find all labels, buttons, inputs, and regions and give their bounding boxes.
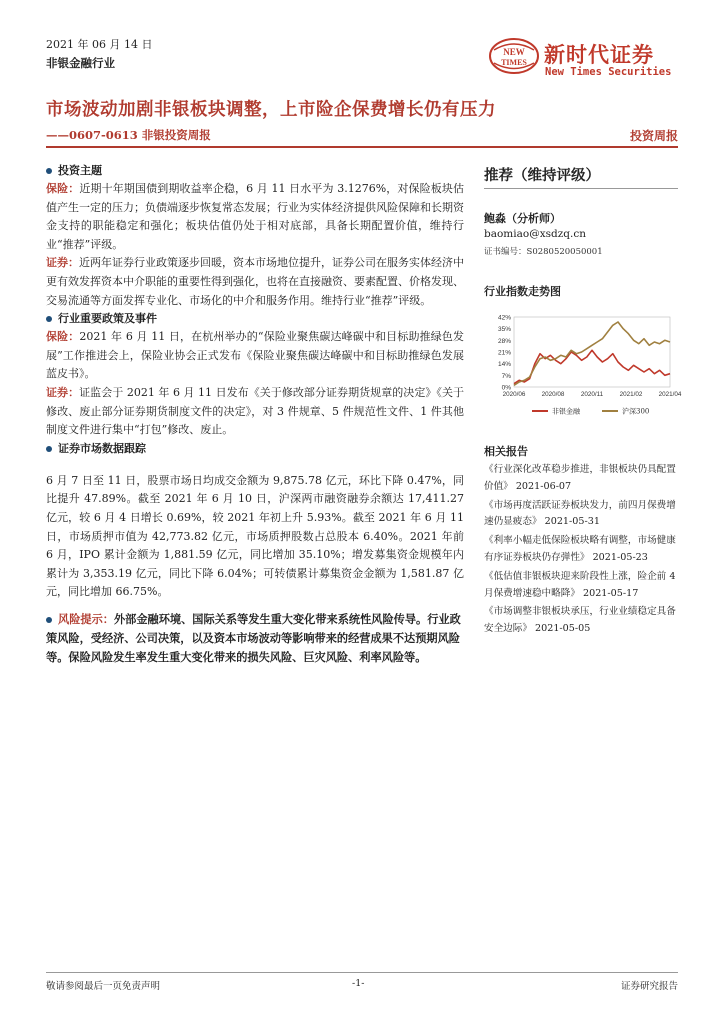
paragraph [46,472,464,602]
related-report-item[interactable]: 《市场再度活跃证券板块发力，前四月保费增速仍显疲态》 2021-05-31 [484,499,676,528]
x-tick-label: 2021/04 [658,391,682,398]
related-report-item[interactable]: 《市场调整非银板块承压，行业业绩稳定具备安全边际》 2021-05-05 [484,606,676,635]
paragraph-text: 近两年证券行业政策逐步回暖，资本市场地位提升，证券公司在服务实体经济中更有效发挥资本中介职能的重要性得到强化，也将在直接融资、要素配置、价格发现、交易流通等方面发挥专业化、市场化的中介和服务作用。维持行业“推荐”评级。 [46,256,464,307]
related-report-item[interactable]: 《行业深化改革稳步推进，非银板块仍具配置价值》 2021-06-07 [484,464,676,492]
disclaimer-note: 敬请参阅最后一页免责声明 [46,981,161,992]
bullet-icon [46,446,52,452]
y-tick-label: 42% [497,314,511,322]
logo-mark-text-1: NEW [503,47,525,57]
paragraph-text: 6 月 7 日至 11 日，股票市场日均成交金额为 9,875.78 亿元，环比下降 0.47%，同比提升 47.89%。截至 2021 年 6 月 10 日，沪深两市融资融券余额达 17,411.27 亿元，较 6 月 4 日增长 0.69%，较 2021 年初上升 5.93%。截至 2021 年 6 月 11 日，市场质押市值为 42,773.82 亿元，市场质押股数占总股本 6.40%。2021 年前 6 月，IPO 累计金额为 1,881.59 亿元，同比增加 35.10%；增发募集资金规模年内累计为 3,353.19 亿元，同比下降 6.04%；可转债累计募集资金金额为 1,581.87 亿元，同比增加 66.75%。 [46,473,464,599]
header-divider [46,146,678,148]
paragraph-label: 保险： [46,182,80,195]
index-trend-chart [484,305,682,421]
risk-warning [46,610,464,667]
paragraph [46,180,464,254]
paragraph [46,384,464,440]
paragraph-text: 近期十年期国债到期收益率企稳，6 月 11 日水平为 3.1276%，对保险板块估值产生一定的压力；负债端逐步恢复常态发展；行业为实体经济提供风险保障和长期资金支持的职能稳定和强化；板块估值仍处于相对底部，具备长期配置价值，维持行业“推荐”评级。 [46,182,465,251]
main-content [46,162,464,667]
related-reports-title: 相关报告 [484,445,528,458]
analyst-name: 鲍淼（分析师） [484,212,561,225]
page-title: 市场波动加剧非银板块调整，上市险企保费增长仍有压力 [46,100,496,120]
risk-label: 风险提示： [58,611,114,626]
paragraph-label: 证券： [46,385,80,399]
report-type-label: 投资周报 [629,129,678,143]
paragraph [46,328,464,384]
section-heading-text: 投资主题 [58,164,102,177]
bullet-icon [46,316,52,322]
industry-label: 非银金融行业 [46,56,115,70]
footer-divider [46,972,678,973]
series-line-沪深300 [514,322,670,385]
x-tick-label: 2020/06 [502,391,526,398]
related-report-item[interactable]: 《利率小幅走低保险板块略有调整，市场健康有序证券板块仍存弹性》 2021-05-23 [484,535,676,563]
legend-label: 沪深300 [622,407,650,416]
y-tick-label: 7% [501,372,511,380]
paragraph-label: 证券： [46,256,79,270]
report-date: 2021 年 06 月 14 日 [46,38,153,51]
section-heading [46,440,464,458]
paragraph-text: 证监会于 2021 年 6 月 11 日发布《关于修改部分证券期货规章的决定》《关于修改、废止部分证券期货制度文件的决定》，对 3 件规章、5 件规范性文件、1 件其他制度文件进行集中“打包”修改、废止。 [46,385,464,437]
bullet-icon [46,617,52,623]
logo-english-name: New Times Securities [545,66,672,78]
section-heading-text: 行业重要政策及事件 [58,312,157,326]
x-tick-label: 2020/08 [541,391,565,398]
section-heading-text: 证券市场数据跟踪 [58,441,146,455]
y-tick-label: 0% [501,384,511,392]
analyst-certificate: 证书编号：S0280520050001 [484,247,603,257]
chart-title: 行业指数走势图 [484,285,561,298]
related-reports-list [484,462,678,640]
page-number: -1- [352,978,365,989]
section-heading [46,162,464,180]
paragraph-text: 2021 年 6 月 11 日，在杭州举办的“保险业聚焦碳达峰碳中和目标助推绿色发展”工作推进会上，保险业协会正式发布《保险业聚焦碳达峰碳中和目标助推绿色发展蓝皮书》。 [46,330,464,381]
y-tick-label: 14% [497,361,511,369]
x-tick-label: 2020/11 [580,391,604,398]
bullet-icon [46,168,52,174]
analyst-email[interactable]: baomiao@xsdzq.cn [484,228,586,240]
company-logo-icon [488,36,540,76]
related-report-item[interactable]: 《低估值非银板块迎来阶段性上涨，险企前 4 月保费增速稳中略降》 2021-05-17 [484,570,676,599]
chart-frame [514,317,670,387]
paragraph [46,254,464,310]
paragraph-label: 保险： [46,330,80,344]
logo-chinese-name: 新时代证券 [544,42,654,67]
y-tick-label: 28% [497,337,511,345]
logo-mark-text-2: TIMES [501,58,527,67]
x-tick-label: 2021/02 [619,391,643,398]
page-subtitle: ——0607-0613 非银投资周报 [46,128,211,142]
footer-report-label: 证券研究报告 [620,981,678,992]
risk-text: 外部金融环境、国际关系等发生重大变化带来系统性风险传导。行业政策风险，受经济、公司决策，以及资本市场波动等影响带来的经营成果不达预期风险等。保险风险发生率发生重大变化带来的损失风险、巨灾风险、利率风险等。 [46,611,461,664]
y-tick-label: 21% [497,349,511,357]
section-heading [46,310,464,328]
y-tick-label: 35% [497,326,511,334]
series-line-非银金融 [514,350,670,383]
rating-divider [484,188,678,189]
rating-label: 推荐（维持评级） [484,167,600,184]
legend-label: 非银金融 [552,407,580,416]
